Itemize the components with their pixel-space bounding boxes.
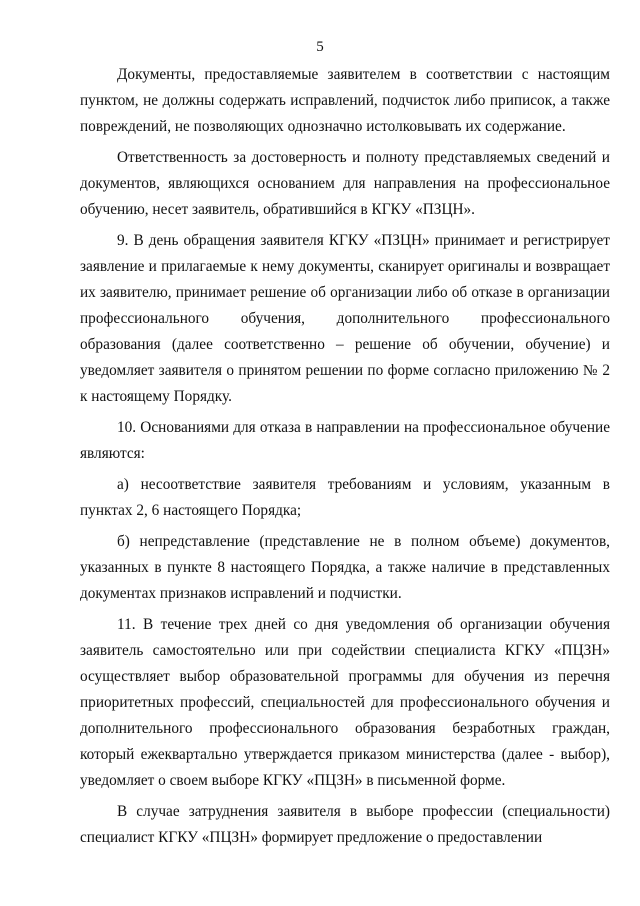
paragraph-item-10-b: б) непредставление (представление не в полном объеме) документов, указанных в пункте 8 настоящего Порядка, а также наличие в представленных документах признаков исправлений и подчистки.	[80, 533, 610, 602]
paragraph-item-10-a: а) несоответствие заявителя требованиям и условиям, указанным в пунктах 2, 6 настоящего Порядка;	[80, 476, 610, 519]
paragraph-item-10: 10. Основаниями для отказа в направлении на профессиональное обучение являются:	[80, 419, 610, 462]
paragraph-responsibility: Ответственность за достоверность и полноту представляемых сведений и документов, являющихся основанием для направления на профессиональное обучению, несет заявитель, обратившийся в КГКУ «ПЗЦН».	[80, 149, 610, 218]
page-number: 5	[316, 39, 324, 55]
document-body	[80, 62, 610, 856]
paragraph-documents-requirements: Документы, предоставляемые заявителем в соответствии с настоящим пунктом, не должны содержать исправлений, подчисток либо приписок, а также повреждений, не позволяющих однозначно истолковывать их содержание.	[80, 66, 610, 135]
paragraph-item-9: 9. В день обращения заявителя КГКУ «ПЗЦН» принимает и регистрирует заявление и прилагаемые к нему документы, сканирует оригиналы и возвращает их заявителю, принимает решение об организации либо об отказе в организации профессионального обучения, дополнительного профессионального образования (далее соответственно – решение об обучении, обучение) и уведомляет заявителя о принятом решении по форме согласно приложению № 2 к настоящему Порядку.	[80, 232, 610, 405]
paragraph-item-11: 11. В течение трех дней со дня уведомления об организации обучения заявитель самостоятельно или при содействии специалиста КГКУ «ПЦЗН» осуществляет выбор образовательной программы для обучения из перечня приоритетных профессий, специальностей для профессионального обучения и дополнительного профессионального образования безработных граждан, который ежеквартально утверждается приказом министерства (далее - выбор), уведомляет о своем выборе КГКУ «ПЦЗН» в письменной форме.	[80, 616, 610, 789]
paragraph-choice-difficulty: В случае затруднения заявителя в выборе профессии (специальности) специалист КГКУ «ПЦЗН» формирует предложение о предоставлении	[80, 803, 610, 846]
